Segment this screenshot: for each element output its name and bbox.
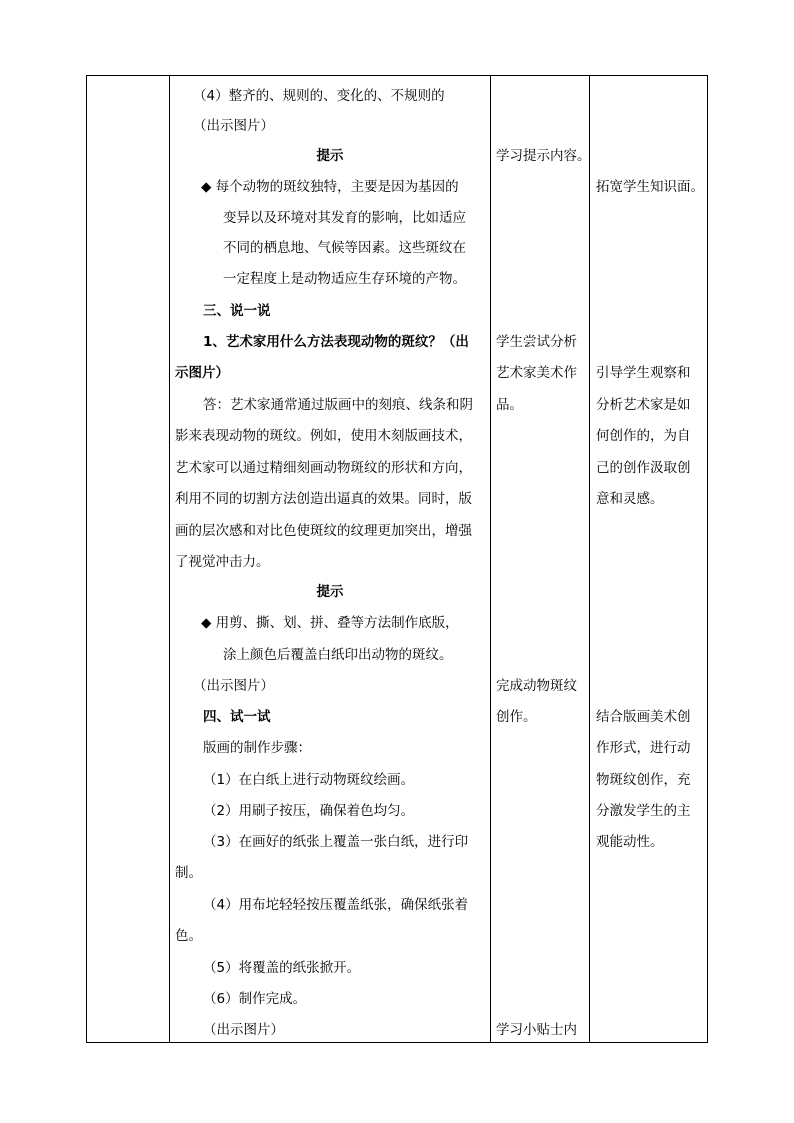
main-line-16: 提示 [316, 584, 344, 600]
main-line-0: （4）整齐的、规则的、变化的、不规则的 [193, 88, 445, 104]
student-line-0: 学习提示内容。 [496, 148, 591, 164]
student-line-3: 品。 [496, 397, 523, 413]
main-line-1: （出示图片） [193, 118, 274, 134]
purpose-line-1: 引导学生观察和 [596, 365, 691, 381]
main-line-9: 示图片） [175, 365, 229, 381]
student-line-6: 学习小贴士内 [496, 1022, 577, 1038]
main-line-4: 变异以及环境对其发育的影响，比如适应 [223, 210, 466, 226]
main-line-10: 答：艺术家通常通过版画中的刻痕、线条和阴 [203, 397, 473, 413]
lesson-plan-table [86, 75, 708, 1043]
main-line-12: 艺术家可以通过精细刻画动物斑纹的形状和方向， [175, 460, 472, 476]
student-line-2: 艺术家美术作 [496, 365, 577, 381]
purpose-line-3: 何创作的，为自 [596, 428, 691, 444]
purpose-line-7: 作形式，进行动 [596, 740, 691, 756]
student-activity-column [491, 76, 589, 1042]
purpose-line-10: 观能动性。 [596, 834, 664, 850]
main-line-5: 不同的栖息地、气候等因素。这些斑纹在 [223, 240, 466, 256]
purpose-line-5: 意和灵感。 [596, 491, 664, 507]
purpose-line-0: 拓宽学生知识面。 [596, 179, 704, 195]
main-line-21: 版画的制作步骤： [203, 740, 311, 756]
student-line-4: 完成动物斑纹 [496, 678, 577, 694]
main-line-29: （6）制作完成。 [203, 991, 307, 1007]
main-line-8: 1、艺术家用什么方法表现动物的斑纹？（出 [203, 334, 469, 350]
main-line-3: ◆ 每个动物的斑纹独特，主要是因为基因的 [201, 179, 459, 195]
main-line-20: 四、试一试 [203, 709, 271, 725]
design-purpose-column [590, 76, 708, 1042]
main-line-28: （5）将覆盖的纸张掀开。 [203, 960, 361, 976]
purpose-line-8: 物斑纹创作，充 [596, 772, 691, 788]
teacher-activity-column [170, 76, 490, 1042]
main-line-22: （1）在白纸上进行动物斑纹绘画。 [203, 772, 415, 788]
purpose-line-4: 己的创作汲取创 [596, 460, 691, 476]
main-line-6: 一定程度上是动物适应生存环境的产物。 [223, 271, 466, 287]
main-line-14: 画的层次感和对比色使斑纹的纹理更加突出，增强 [175, 523, 472, 539]
main-line-17: ◆ 用剪、撕、划、拼、叠等方法制作底版， [201, 615, 459, 631]
main-line-7: 三、说一说 [203, 303, 271, 319]
main-line-25: 制。 [175, 865, 202, 881]
student-line-5: 创作。 [496, 709, 537, 725]
main-line-2: 提示 [316, 148, 344, 164]
main-line-26: （4）用布坨轻轻按压覆盖纸张，确保纸张着 [203, 897, 469, 913]
purpose-line-6: 结合版画美术创 [596, 709, 691, 725]
purpose-line-2: 分析艺术家是如 [596, 397, 691, 413]
main-line-13: 利用不同的切割方法创造出逼真的效果。同时，版 [175, 491, 472, 507]
main-line-11: 影来表现动物的斑纹。例如，使用木刻版画技术， [175, 428, 472, 444]
main-line-30: （出示图片） [203, 1022, 284, 1038]
empty-left-column [87, 76, 169, 1042]
main-line-23: （2）用刷子按压，确保着色均匀。 [203, 803, 415, 819]
main-line-15: 了视觉冲击力。 [175, 554, 270, 570]
main-line-18: 涂上颜色后覆盖白纸印出动物的斑纹。 [223, 647, 453, 663]
main-line-27: 色。 [175, 928, 202, 944]
main-line-19: （出示图片） [193, 678, 274, 694]
purpose-line-9: 分激发学生的主 [596, 803, 691, 819]
main-line-24: （3）在画好的纸张上覆盖一张白纸，进行印 [203, 834, 469, 850]
student-line-1: 学生尝试分析 [496, 334, 577, 350]
